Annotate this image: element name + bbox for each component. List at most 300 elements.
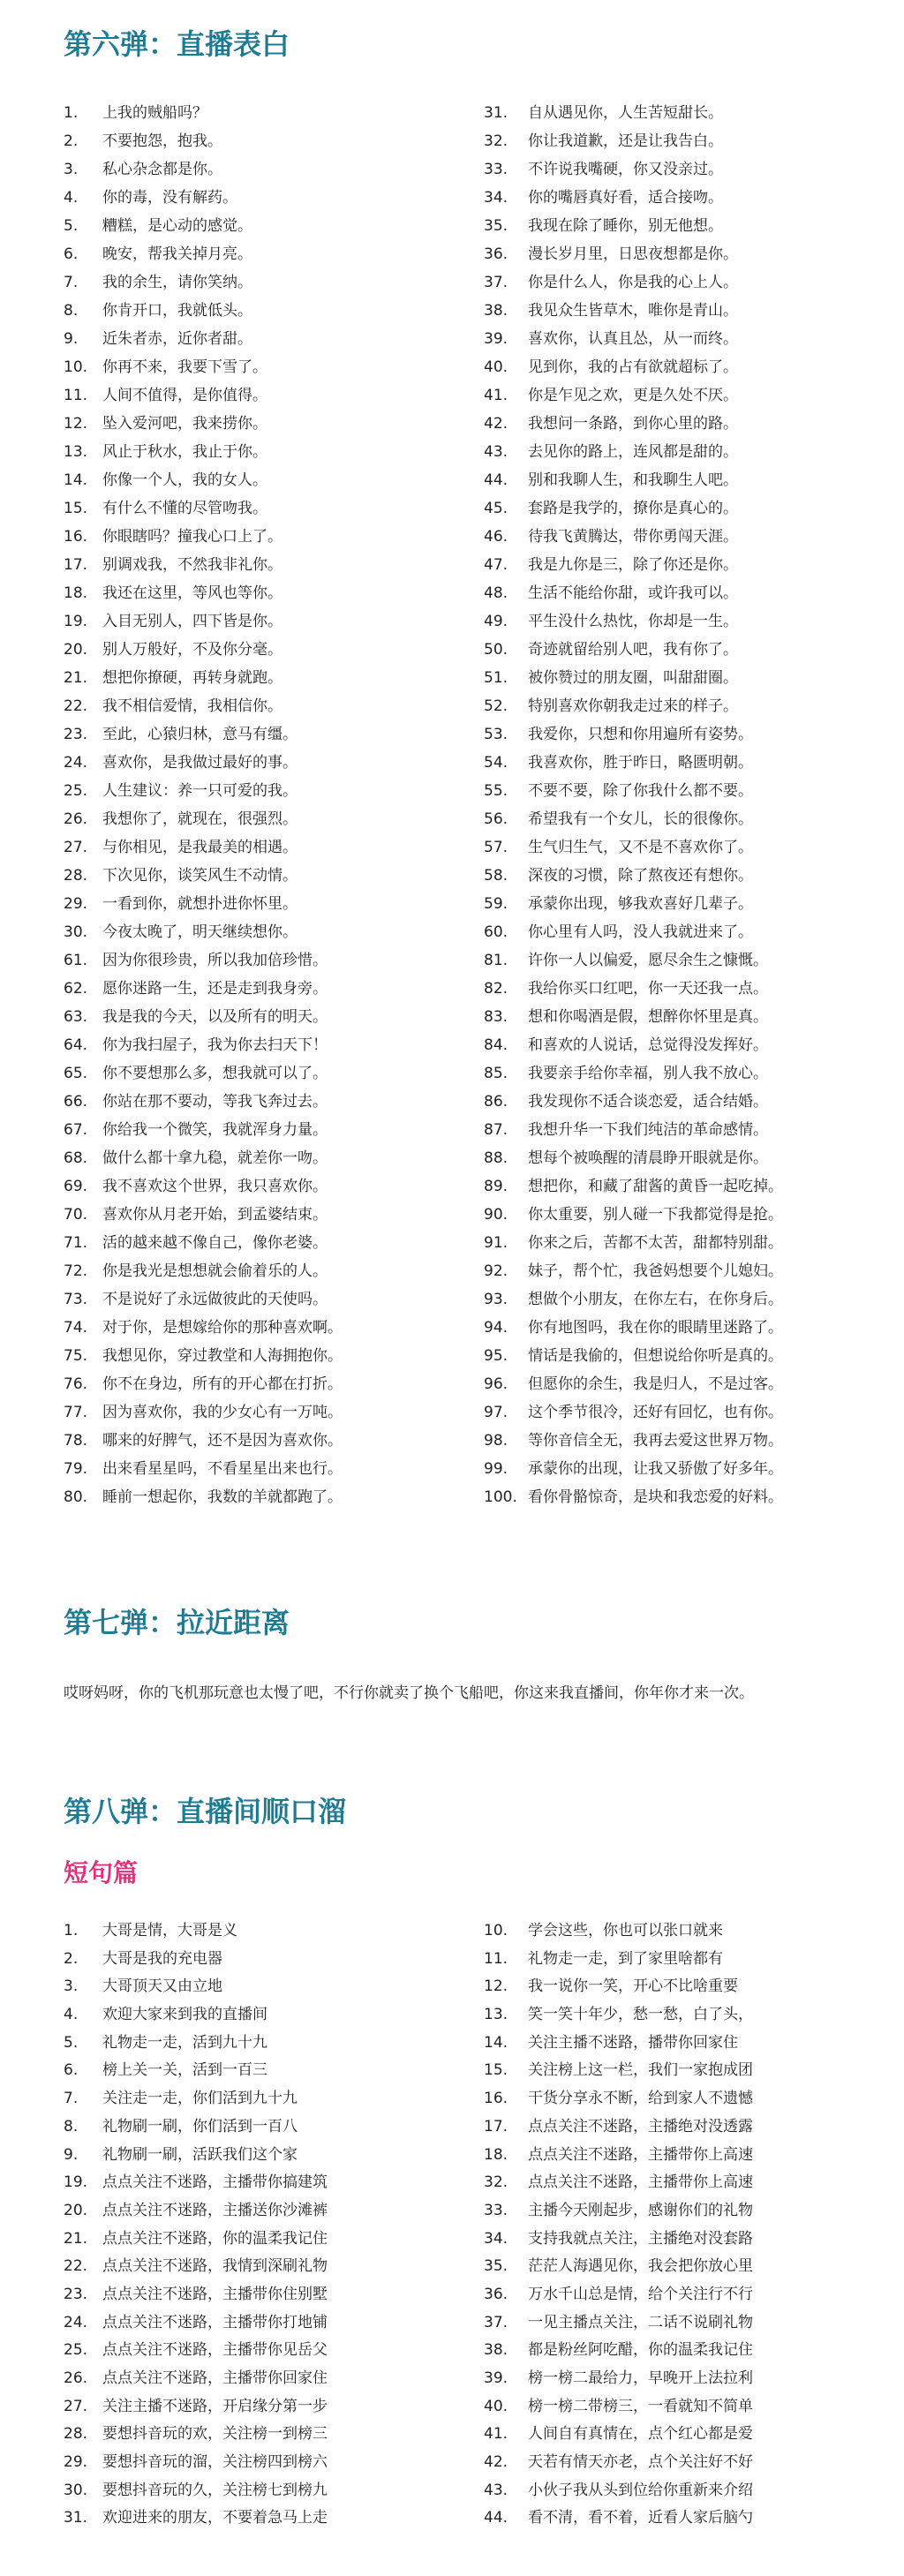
list-item xyxy=(64,1059,470,1088)
list-item-number: 28. xyxy=(64,2425,88,2444)
list-item-text: 我一说你一笑，开心不比啥重要 xyxy=(528,1977,738,1996)
list-item-number: 63. xyxy=(64,1008,88,1026)
list-item-text: 学会这些，你也可以张口就来 xyxy=(528,1922,723,1940)
list-item-text: 生气归生气，又不是不喜欢你了。 xyxy=(528,839,753,856)
list-item-text: 奇迹就留给别人吧，我有你了。 xyxy=(528,641,738,659)
list-item xyxy=(484,1370,890,1398)
list-item-number: 33. xyxy=(484,161,508,178)
list-item-text: 我不相信爱情，我相信你。 xyxy=(102,697,282,715)
list-item-number: 1. xyxy=(64,104,79,122)
list-item xyxy=(64,2226,470,2254)
list-item-number: 83. xyxy=(484,1008,508,1026)
list-item-number: 75. xyxy=(64,1347,88,1365)
section-subtitle-s8: 短句篇 xyxy=(64,1858,139,1887)
list-item xyxy=(64,155,470,184)
list-item-number: 17. xyxy=(64,556,88,574)
list-item xyxy=(64,523,470,551)
list-item xyxy=(484,155,890,184)
list-item-number: 76. xyxy=(64,1375,88,1393)
list-item-text: 大哥是情，大哥是义 xyxy=(102,1922,237,1940)
list-item-text: 干货分享永不断，给到家人不遗憾 xyxy=(528,2090,753,2108)
list-item-text: 榜一榜二带榜三，一看就知不简单 xyxy=(528,2397,753,2415)
list-item xyxy=(64,2449,470,2477)
list-item xyxy=(64,1031,470,1059)
list-item-text: 去见你的路上，连风都是甜的。 xyxy=(528,443,738,461)
list-item-text: 我是九你是三，除了你还是你。 xyxy=(528,556,738,574)
list-item-number: 98. xyxy=(484,1432,508,1450)
list-item-text: 我喜欢你，胜于昨日，略匮明朝。 xyxy=(528,754,753,772)
list-item-text: 妹子，帮个忙，我爸妈想要个儿媳妇。 xyxy=(528,1262,783,1280)
list-item-number: 28. xyxy=(64,867,88,885)
list-item xyxy=(484,2226,890,2254)
list-item-text: 与你相见，是我最美的相遇。 xyxy=(102,839,298,856)
list-item xyxy=(484,381,890,410)
list-item xyxy=(484,692,890,720)
list-item-number: 46. xyxy=(484,528,508,546)
list-item-text: 睡前一想起你，我数的羊就都跑了。 xyxy=(102,1488,343,1506)
list-item-text: 晚安，帮我关掉月亮。 xyxy=(102,245,252,263)
list-item-text: 我发现你不适合谈恋爱，适合结婚。 xyxy=(528,1093,768,1111)
list-item-text: 榜一榜二最给力，早晚开上法拉利 xyxy=(528,2369,753,2387)
list-item-text: 大哥顶天又由立地 xyxy=(102,1977,222,1996)
list-item-number: 55. xyxy=(484,782,508,800)
list-item-text: 礼物刷一刷，你们活到一百八 xyxy=(102,2117,298,2135)
list-item-text: 上我的贼船吗？ xyxy=(102,104,207,122)
list-item-number: 4. xyxy=(64,189,79,207)
list-item-number: 94. xyxy=(484,1319,508,1337)
list-item xyxy=(64,1201,470,1229)
list-item xyxy=(484,1059,890,1088)
list-item-text: 你是我光是想想就会偷着乐的人。 xyxy=(102,1262,328,1280)
list-item-number: 77. xyxy=(64,1404,88,1421)
list-item-number: 99. xyxy=(484,1460,508,1478)
list-item-number: 58. xyxy=(484,867,508,885)
list-item-number: 57. xyxy=(484,839,508,856)
list-item xyxy=(484,2393,890,2422)
list-item-text: 别人万般好，不及你分毫。 xyxy=(102,641,282,659)
list-item xyxy=(64,607,470,636)
list-item xyxy=(64,975,470,1003)
list-item-text: 平生没什么热忱，你却是一生。 xyxy=(528,613,738,630)
list-item xyxy=(484,1342,890,1370)
list-item xyxy=(64,466,470,494)
list-item xyxy=(64,1973,470,2001)
list-item-number: 21. xyxy=(64,669,88,687)
list-item xyxy=(484,2001,890,2030)
list-item-text: 和喜欢的人说话，总觉得没发挥好。 xyxy=(528,1036,768,1054)
list-item-number: 30. xyxy=(64,923,88,941)
list-item-text: 愿你迷路一生，还是走到我身旁。 xyxy=(102,980,328,998)
list-item xyxy=(64,1314,470,1342)
list-item-number: 30. xyxy=(64,2481,88,2499)
list-item-number: 66. xyxy=(64,1093,88,1111)
list-item-number: 27. xyxy=(64,2397,88,2415)
list-item-text: 你再不来，我要下雪了。 xyxy=(102,358,267,376)
list-item xyxy=(484,2169,890,2197)
list-item xyxy=(64,1398,470,1427)
list-item-number: 10. xyxy=(64,358,88,376)
list-item-text: 你给我一个微笑，我就浑身力量。 xyxy=(102,1121,328,1139)
list-item-number: 34. xyxy=(484,189,508,207)
list-item xyxy=(484,1229,890,1257)
list-item xyxy=(484,720,890,749)
list-item xyxy=(484,1917,890,1946)
list-item-number: 86. xyxy=(484,1093,508,1111)
list-item-text: 都是粉丝阿吃醋，你的温柔我记住 xyxy=(528,2341,753,2360)
list-item-text: 喜欢你从月老开始，到孟婆结束。 xyxy=(102,1206,328,1224)
list-item-number: 33. xyxy=(484,2201,508,2219)
list-item-text: 万水千山总是情，给个关注行不行 xyxy=(528,2285,753,2303)
list-item-text: 我想升华一下我们纯洁的革命感情。 xyxy=(528,1121,768,1139)
list-item-number: 18. xyxy=(64,584,88,602)
list-item xyxy=(64,579,470,607)
list-item-number: 8. xyxy=(64,2117,79,2135)
list-item-text: 别和我聊人生，和我聊生人吧。 xyxy=(528,471,738,489)
list-item-text: 你的毒，没有解药。 xyxy=(102,189,237,207)
list-item-number: 69. xyxy=(64,1178,88,1195)
list-item-text: 风止于秋水，我止于你。 xyxy=(102,443,267,461)
list-item-number: 20. xyxy=(64,2201,88,2219)
list-item-number: 44. xyxy=(484,471,508,489)
list-item xyxy=(64,664,470,692)
list-item-text: 要想抖音玩的溜，关注榜四到榜六 xyxy=(102,2453,328,2472)
list-item xyxy=(484,99,890,127)
list-item xyxy=(484,1427,890,1455)
list-item-text: 喜欢你，是我做过最好的事。 xyxy=(102,754,298,772)
list-item xyxy=(64,1285,470,1314)
list-item xyxy=(64,1946,470,1974)
list-item-text: 有什么不懂的尽管吻我。 xyxy=(102,500,267,517)
list-item-text: 但愿你的余生，我是归人，不是过客。 xyxy=(528,1375,783,1393)
list-item-text: 看不清，看不着，近看人家后脑勺 xyxy=(528,2509,753,2527)
list-item-text: 承蒙你出现，够我欢喜好几辈子。 xyxy=(528,895,753,913)
list-item xyxy=(484,2030,890,2058)
list-item-text: 坠入爱河吧，我来捞你。 xyxy=(102,415,267,433)
list-item-text: 我想问一条路，到你心里的路。 xyxy=(528,415,738,433)
list-item xyxy=(484,410,890,438)
list-item xyxy=(64,2057,470,2085)
list-item-number: 68. xyxy=(64,1149,88,1167)
list-item xyxy=(64,2085,470,2113)
list-item-text: 礼物走一走，活到九十九 xyxy=(102,2033,267,2052)
list-item-text: 你太重要，别人碰一下我都觉得是抢。 xyxy=(528,1206,783,1224)
list-item-text: 你站在那不要动，等我飞奔过去。 xyxy=(102,1093,328,1111)
list-item xyxy=(64,2253,470,2281)
list-item xyxy=(484,918,890,946)
list-item-text: 人间不值得，是你值得。 xyxy=(102,387,267,404)
list-item-number: 73. xyxy=(64,1291,88,1308)
list-item-number: 40. xyxy=(484,2397,508,2415)
list-item-text: 糟糕，是心动的感觉。 xyxy=(102,217,252,235)
list-item-text: 你是什么人，你是我的心上人。 xyxy=(528,274,738,291)
list-item xyxy=(484,1144,890,1172)
list-item-text: 我见众生皆草木，唯你是青山。 xyxy=(528,302,738,320)
list-item xyxy=(64,297,470,325)
list-item-number: 34. xyxy=(484,2229,508,2248)
list-item-text: 你不要想那么多，想我就可以了。 xyxy=(102,1065,328,1082)
list-item-number: 27. xyxy=(64,839,88,856)
list-item-text: 至此，心猿归林，意马有缰。 xyxy=(102,726,298,743)
list-item-text: 活的越来越不像自己，像你老婆。 xyxy=(102,1234,328,1252)
list-item-number: 79. xyxy=(64,1460,88,1478)
list-item xyxy=(484,1314,890,1342)
list-item-number: 6. xyxy=(64,245,79,263)
list-item-number: 37. xyxy=(484,2313,508,2331)
list-item-number: 100. xyxy=(484,1488,517,1506)
list-item-text: 你来之后，苦都不太苦，甜都特别甜。 xyxy=(528,1234,783,1252)
list-item xyxy=(484,1257,890,1285)
list-item-number: 11. xyxy=(484,1949,508,1968)
list-item-number: 15. xyxy=(484,2061,508,2080)
list-item-text: 你为我扫屋子，我为你去扫天下！ xyxy=(102,1036,328,1054)
list-item-text: 我想见你，穿过教堂和人海拥抱你。 xyxy=(102,1347,343,1365)
list-item-text: 深夜的习惯，除了熬夜还有想你。 xyxy=(528,867,753,885)
list-item xyxy=(484,975,890,1003)
list-item xyxy=(64,410,470,438)
list-item-number: 14. xyxy=(64,471,88,489)
list-item-number: 26. xyxy=(64,810,88,828)
list-item-text: 我还在这里，等风也等你。 xyxy=(102,584,282,602)
list-item xyxy=(484,890,890,918)
list-item xyxy=(64,2337,470,2365)
list-item-number: 39. xyxy=(484,2369,508,2387)
list-item-number: 18. xyxy=(484,2145,508,2164)
list-item-number: 49. xyxy=(484,613,508,630)
list-item xyxy=(64,1257,470,1285)
list-item-text: 不要抱怨，抱我。 xyxy=(102,132,222,150)
section-title-s6: 第六弹：直播表白 xyxy=(64,27,290,61)
list-item-text: 你是乍见之欢，更是久处不厌。 xyxy=(528,387,738,404)
list-item xyxy=(484,579,890,607)
list-item xyxy=(484,438,890,466)
list-item xyxy=(484,2421,890,2449)
list-item-number: 25. xyxy=(64,2341,88,2360)
list-item xyxy=(484,184,890,212)
list-item xyxy=(64,833,470,862)
list-item-number: 17. xyxy=(484,2117,508,2135)
list-item-text: 哪来的好脾气，还不是因为喜欢你。 xyxy=(102,1432,343,1450)
list-item xyxy=(64,1342,470,1370)
list-item-text: 这个季节很冷，还好有回忆，也有你。 xyxy=(528,1404,783,1421)
list-item xyxy=(64,2142,470,2170)
list-item-number: 53. xyxy=(484,726,508,743)
list-item-number: 2. xyxy=(64,132,79,150)
list-item-number: 10. xyxy=(484,1922,508,1940)
list-item-text: 礼物走一走，到了家里啥都有 xyxy=(528,1949,723,1968)
list-item-text: 天若有情天亦老，点个关注好不好 xyxy=(528,2453,753,2472)
list-item-number: 60. xyxy=(484,923,508,941)
list-item-number: 50. xyxy=(484,641,508,659)
list-item-text: 我现在除了睡你，别无他想。 xyxy=(528,217,723,235)
list-item-number: 89. xyxy=(484,1178,508,1195)
list-item-text: 不要不要，除了你我什么都不要。 xyxy=(528,782,753,800)
list-item xyxy=(64,890,470,918)
list-item-text: 我要亲手给你幸福，别人我不放心。 xyxy=(528,1065,768,1082)
list-item-text: 想把你，和藏了甜酱的黄昏一起吃掉。 xyxy=(528,1178,783,1195)
list-item-text: 点点关注不迷路，主播带你回家住 xyxy=(102,2369,328,2387)
list-item-number: 7. xyxy=(64,2090,79,2108)
list-item xyxy=(64,1455,470,1483)
list-item-number: 95. xyxy=(484,1347,508,1365)
list-item xyxy=(64,636,470,664)
list-item-number: 36. xyxy=(484,245,508,263)
list-item-text: 套路是我学的，撩你是真心的。 xyxy=(528,500,738,517)
list-item-number: 22. xyxy=(64,697,88,715)
list-item-text: 点点关注不迷路，主播带你上高速 xyxy=(528,2145,753,2164)
list-item-number: 72. xyxy=(64,1262,88,1280)
list-item-number: 64. xyxy=(64,1036,88,1054)
list-item xyxy=(484,551,890,579)
list-item-number: 81. xyxy=(484,952,508,969)
list-item xyxy=(64,127,470,155)
list-item-number: 23. xyxy=(64,2285,88,2303)
list-item-number: 52. xyxy=(484,697,508,715)
list-item-number: 38. xyxy=(484,302,508,320)
list-item-number: 42. xyxy=(484,2453,508,2472)
list-item-text: 点点关注不迷路，我情到深刷礼物 xyxy=(102,2257,328,2276)
list-item xyxy=(484,2113,890,2142)
list-item-number: 36. xyxy=(484,2285,508,2303)
list-item-text: 大哥是我的充电器 xyxy=(102,1949,222,1968)
list-item-number: 1. xyxy=(64,1922,79,1940)
list-item xyxy=(484,1946,890,1974)
list-item-number: 61. xyxy=(64,952,88,969)
list-item xyxy=(484,1172,890,1201)
list-item-number: 59. xyxy=(484,895,508,913)
list-item-number: 37. xyxy=(484,274,508,291)
list-item-number: 22. xyxy=(64,2257,88,2276)
list-item-text: 看你骨骼惊奇，是块和我恋爱的好料。 xyxy=(528,1488,783,1506)
list-item-text: 想做个小朋友，在你左右，在你身后。 xyxy=(528,1291,783,1308)
list-item xyxy=(64,240,470,268)
list-item-number: 19. xyxy=(64,2173,88,2192)
list-item xyxy=(64,2281,470,2309)
list-item-text: 不许说我嘴硬，你又没亲过。 xyxy=(528,161,723,178)
list-item xyxy=(484,1031,890,1059)
list-item xyxy=(484,325,890,353)
list-item-text: 情话是我偷的，但想说给你听是真的。 xyxy=(528,1347,783,1365)
list-item xyxy=(484,127,890,155)
list-item-text: 一见主播点关注，二话不说刷礼物 xyxy=(528,2313,753,2331)
list-item-text: 点点关注不迷路，主播带你上高速 xyxy=(528,2173,753,2192)
list-item-number: 45. xyxy=(484,500,508,517)
list-item-number: 13. xyxy=(484,2006,508,2024)
list-item-text: 待我飞黄腾达，带你勇闯天涯。 xyxy=(528,528,738,546)
list-item xyxy=(484,212,890,240)
list-item xyxy=(64,268,470,297)
list-item-number: 3. xyxy=(64,161,79,178)
list-item-text: 要想抖音玩的久，关注榜七到榜九 xyxy=(102,2481,328,2499)
list-item xyxy=(484,946,890,975)
list-item-text: 礼物刷一刷，活跃我们这个家 xyxy=(102,2145,298,2164)
list-item xyxy=(484,353,890,381)
list-item-text: 我给你买口红吧，你一天还我一点。 xyxy=(528,980,768,998)
list-item-number: 8. xyxy=(64,302,79,320)
list-item xyxy=(64,1229,470,1257)
list-item-text: 小伙子我从头到位给你重新来介绍 xyxy=(528,2481,753,2499)
list-item xyxy=(64,2477,470,2505)
list-item xyxy=(64,353,470,381)
list-item xyxy=(484,2365,890,2393)
list-item xyxy=(484,466,890,494)
list-item-text: 对于你，是想嫁给你的那种喜欢啊。 xyxy=(102,1319,343,1337)
list-item-text: 我想你了，就现在，很强烈。 xyxy=(102,810,298,828)
list-item xyxy=(64,381,470,410)
list-item xyxy=(64,2504,470,2533)
list-item xyxy=(484,664,890,692)
list-item xyxy=(484,2057,890,2085)
list-item xyxy=(64,1003,470,1031)
list-item-number: 62. xyxy=(64,980,88,998)
list-item-number: 91. xyxy=(484,1234,508,1252)
list-item-text: 关注主播不迷路，开启缘分第一步 xyxy=(102,2397,328,2415)
list-item xyxy=(484,777,890,805)
list-item-number: 44. xyxy=(484,2509,508,2527)
list-item-number: 11. xyxy=(64,387,88,404)
list-item-text: 支持我就点关注，主播绝对没套路 xyxy=(528,2229,753,2248)
list-item xyxy=(484,1201,890,1229)
list-item-number: 88. xyxy=(484,1149,508,1167)
list-item xyxy=(64,1088,470,1116)
list-item-text: 点点关注不迷路，主播带你打地铺 xyxy=(102,2313,328,2331)
list-item-number: 32. xyxy=(484,132,508,150)
list-item xyxy=(484,523,890,551)
list-item xyxy=(484,862,890,890)
list-item-number: 40. xyxy=(484,358,508,376)
list-item-text: 欢迎进来的朋友，不要着急马上走 xyxy=(102,2509,328,2527)
list-item-number: 21. xyxy=(64,2229,88,2248)
list-item-text: 自从遇见你，人生苦短甜长。 xyxy=(528,104,723,122)
list-item xyxy=(64,2113,470,2142)
list-item xyxy=(64,692,470,720)
list-item-number: 74. xyxy=(64,1319,88,1337)
list-item-number: 7. xyxy=(64,274,79,291)
list-item-number: 82. xyxy=(484,980,508,998)
list-item xyxy=(484,1973,890,2001)
list-item xyxy=(64,1144,470,1172)
list-item xyxy=(484,1455,890,1483)
list-item xyxy=(484,607,890,636)
list-item-number: 2. xyxy=(64,1949,79,1968)
list-item-text: 想把你撩硬，再转身就跑。 xyxy=(102,669,282,687)
list-item-number: 92. xyxy=(484,1262,508,1280)
list-item-number: 54. xyxy=(484,754,508,772)
list-item xyxy=(484,297,890,325)
list-item xyxy=(484,2142,890,2170)
list-item-text: 关注主播不迷路，播带你回家住 xyxy=(528,2033,738,2052)
list-item-number: 9. xyxy=(64,2145,79,2164)
list-item-text: 点点关注不迷路，主播带你住别墅 xyxy=(102,2285,328,2303)
list-item-text: 见到你，我的占有欲就超标了。 xyxy=(528,358,738,376)
list-item-text: 人生建议：养一只可爱的我。 xyxy=(102,782,298,800)
list-item xyxy=(484,833,890,862)
list-s8-col2 xyxy=(484,1917,890,2533)
list-item-text: 点点关注不迷路，主播带你搞建筑 xyxy=(102,2173,328,2192)
list-item-text: 私心杂念都是你。 xyxy=(102,161,222,178)
list-s6-col2 xyxy=(484,99,890,1511)
list-item-text: 不是说好了永远做彼此的天使吗。 xyxy=(102,1291,328,1308)
list-item-text: 我是我的今天，以及所有的明天。 xyxy=(102,1008,328,1026)
list-item-number: 90. xyxy=(484,1206,508,1224)
list-item xyxy=(484,2085,890,2113)
list-item-number: 41. xyxy=(484,2425,508,2444)
list-item-number: 29. xyxy=(64,895,88,913)
list-item-text: 今夜太晚了，明天继续想你。 xyxy=(102,923,298,941)
list-item-text: 你的嘴唇真好看，适合接吻。 xyxy=(528,189,723,207)
list-item-number: 16. xyxy=(484,2090,508,2108)
list-item xyxy=(64,551,470,579)
list-item-text: 要想抖音玩的欢，关注榜一到榜三 xyxy=(102,2425,328,2444)
